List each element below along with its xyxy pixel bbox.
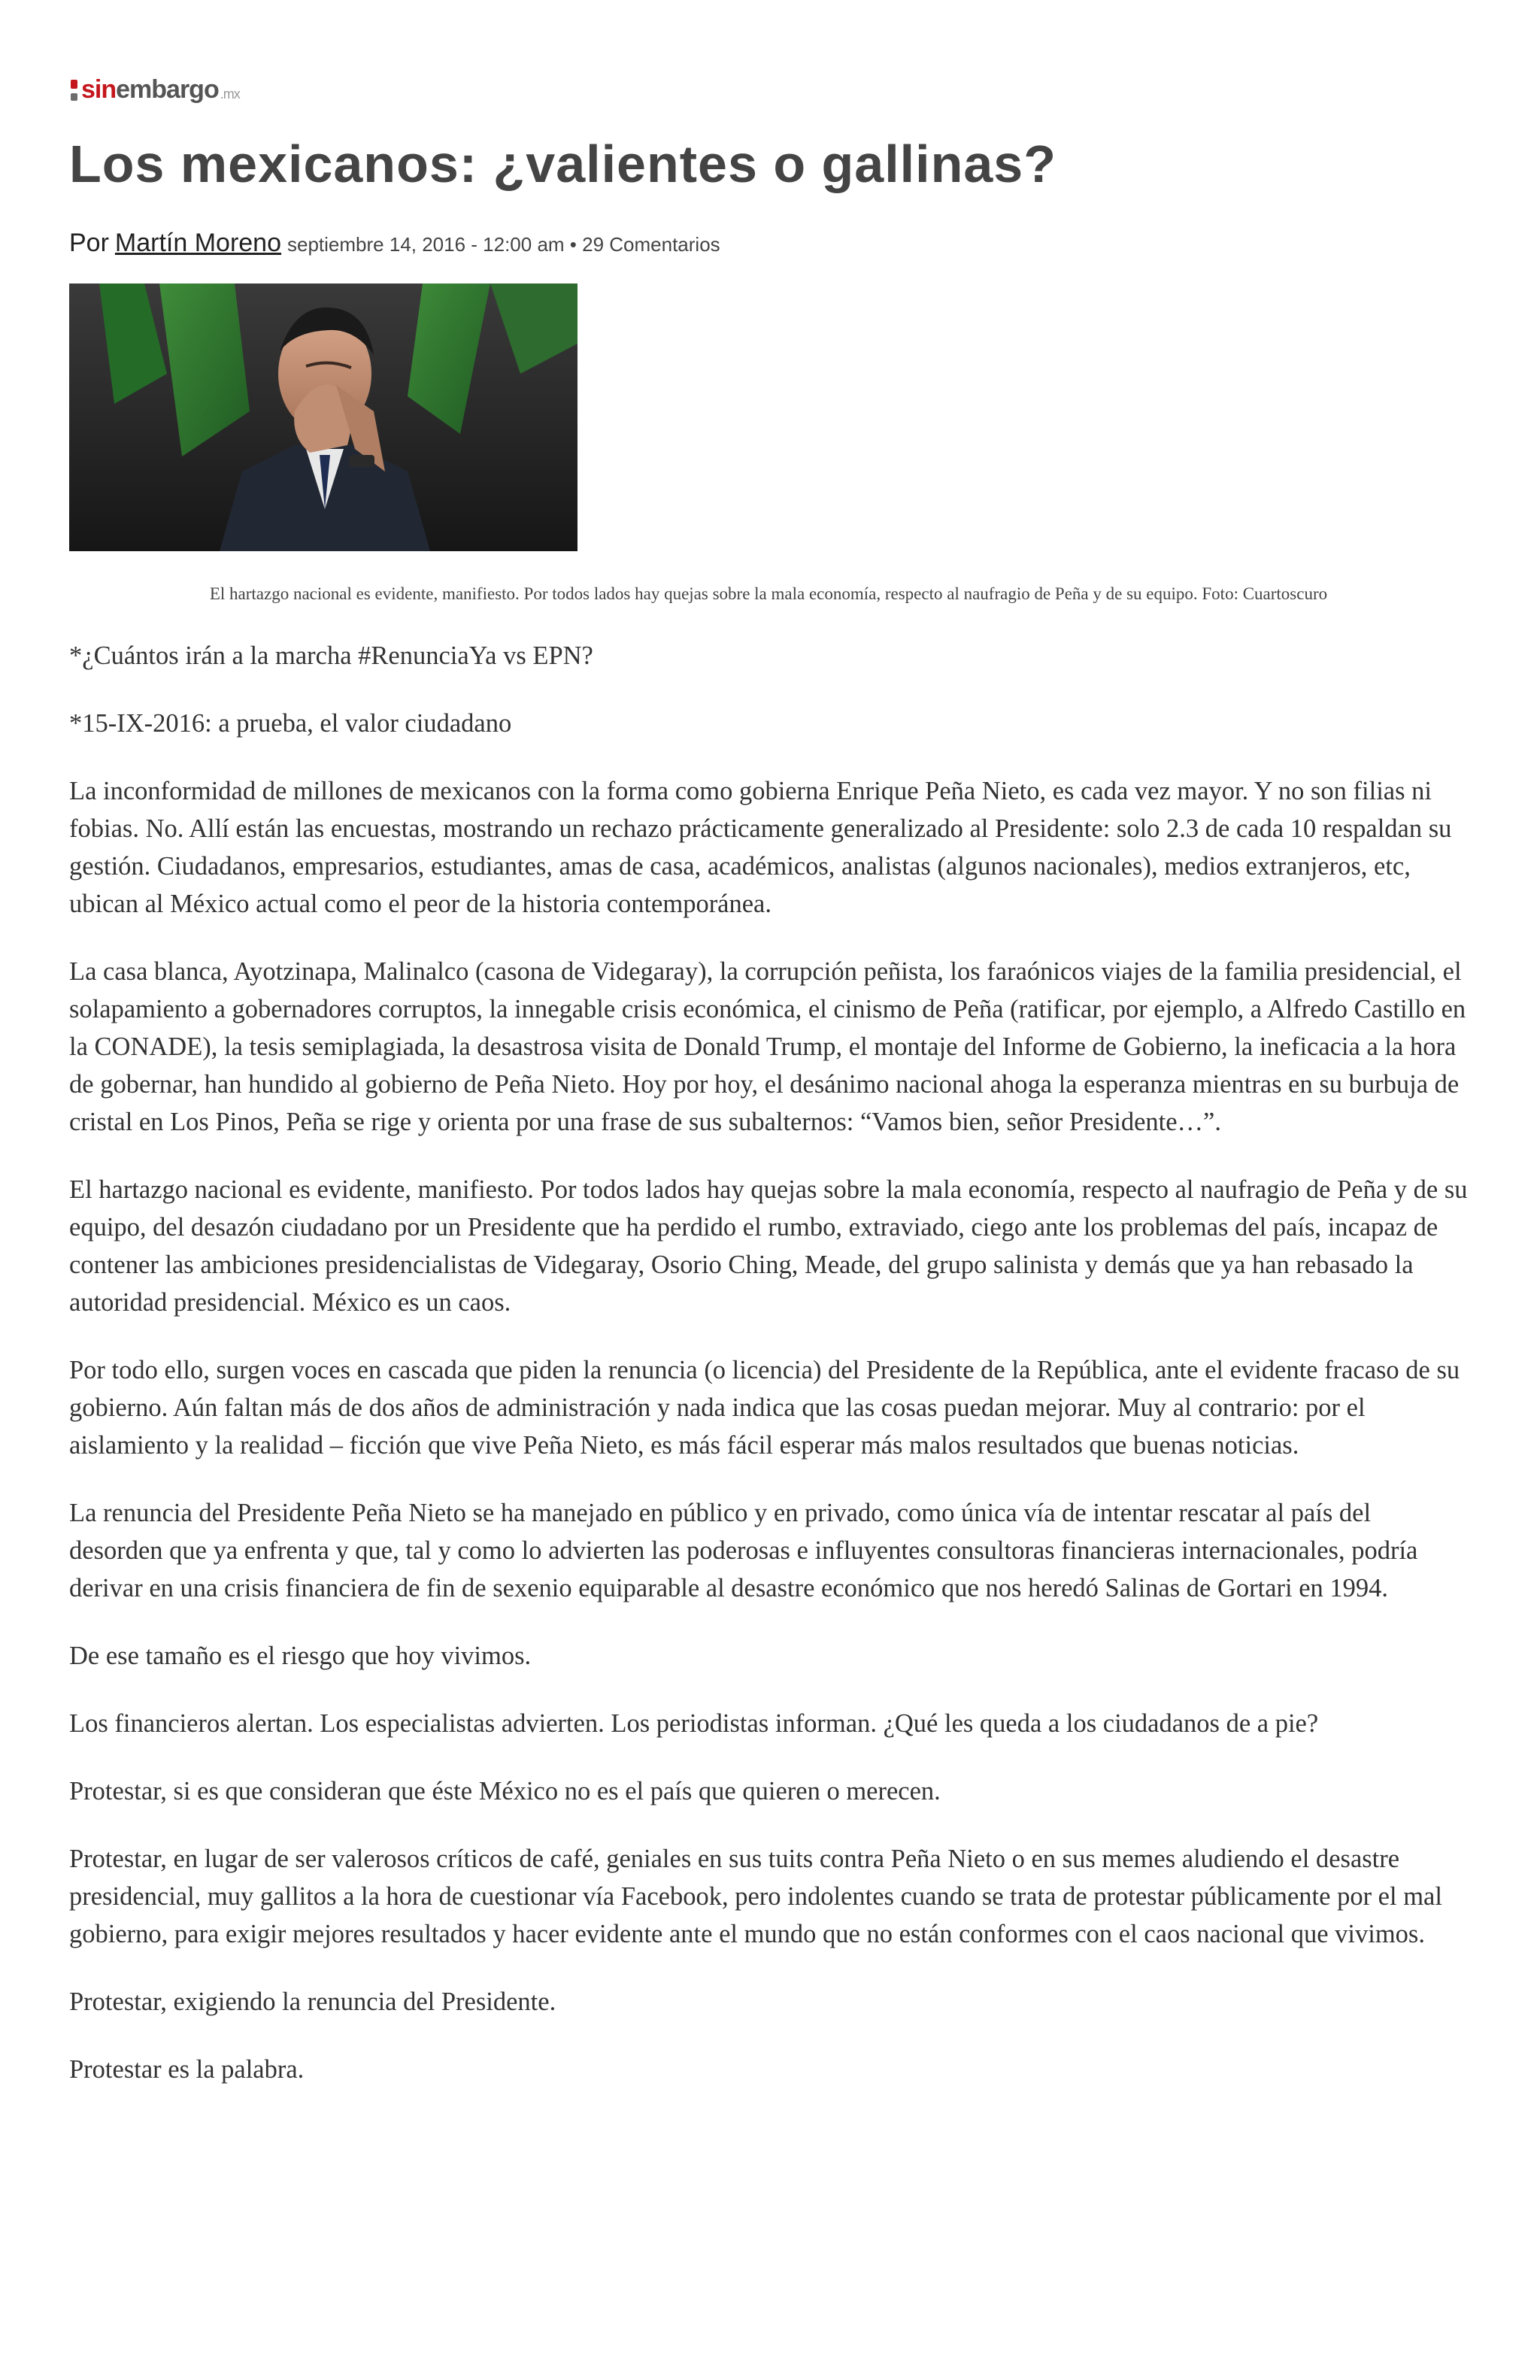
logo-text-sin: sin — [81, 75, 117, 104]
paragraph: *¿Cuántos irán a la marcha #RenunciaYa vs EPN? — [69, 641, 593, 670]
paragraph: La casa blanca, Ayotzinapa, Malinalco (casona de Videgaray), la corrupción peñista, los faraónicos viajes de la familia presidencial, el solapamiento a gobernadores corruptos, la innegable crisis económica, el cinismo de Peña (ratificar, por ejemplo, a Alfredo Castillo en la CONADE), la tesis semiplagiada, la desastrosa visita de Donald Trump, el montaje del Informe de Gobierno, la ineficacia a la hora de gobernar, han hundido al gobierno de Peña Nieto. Hoy por hoy, el desánimo nacional ahoga la esperanza mientras en su burbuja de cristal en Los Pinos, Peña se rige y orienta por una frase de sus subalternos: “Vamos bien, señor Presidente…”. — [69, 957, 1466, 1136]
logo-text-embargo: embargo — [116, 75, 219, 104]
author-link[interactable]: Martín Moreno — [114, 229, 282, 257]
logo-mark-icon — [69, 77, 80, 102]
paragraph: Los financieros alertan. Los especialistas advierten. Los periodistas informan. ¿Qué les queda a los ciudadanos de a pie? — [69, 1709, 1319, 1738]
photo-caption: El hartazgo nacional es evidente, manifiesto. Por todos lados hay quejas sobre la mala economía, respecto al naufragio de Peña y de su equipo. Foto: Cuartoscuro — [209, 584, 1328, 603]
paragraph: *15-IX-2016: a prueba, el valor ciudadano — [69, 709, 512, 738]
byline — [69, 229, 1468, 258]
article-meta: septiembre 14, 2016 - 12:00 am • 29 Comentarios — [287, 233, 720, 256]
paragraph: La renuncia del Presidente Peña Nieto se ha manejado en público y en privado, como única vía de intentar rescatar al país del desorden que ya enfrenta y que, tal y como lo advierten las poderosas e influyentes consultoras financieras internacionales, podría derivar en una crisis financiera de fin de sexenio equiparable al desastre económico que nos heredó Salinas de Gortari en 1994. — [69, 1499, 1418, 1602]
paragraph: De ese tamaño es el riesgo que hoy vivimos. — [69, 1642, 532, 1670]
paragraph: El hartazgo nacional es evidente, manifiesto. Por todos lados hay quejas sobre la mala economía, respecto al naufragio de Peña y de su equipo, del desazón ciudadano por un Presidente que ha perdido el rumbo, extraviado, ciego ante los problemas del país, incapaz de contener las ambiciones presidencialistas de Videgaray, Osorio Ching, Meade, del grupo salinista y demás que ya han rebasado la autoridad presidencial. México es un caos. — [69, 1175, 1468, 1317]
paragraph: Protestar, exigiendo la renuncia del Presidente. — [69, 1987, 556, 2016]
article-body — [69, 637, 1468, 2088]
paragraph: La inconformidad de millones de mexicanos con la forma como gobierna Enrique Peña Nieto, es cada vez mayor. Y no son filias ni fobias. No. Allí están las encuestas, mostrando un rechazo prácticamente generalizado al Presidente: solo 2.3 de cada 10 respaldan su gestión. Ciudadanos, empresarios, estudiantes, amas de casa, académicos, analistas (algunos nacionales), medios extranjeros, etc, ubican al México actual como el peor de la historia contemporánea. — [69, 777, 1452, 918]
article-page — [69, 65, 1468, 2118]
article-photo — [69, 283, 578, 551]
paragraph: Protestar es la palabra. — [69, 2055, 305, 2084]
paragraph: Protestar, en lugar de ser valerosos críticos de café, geniales en sus tuits contra Peña Nieto o en sus memes aludiendo el desastre presidencial, muy gallitos a la hora de cuestionar vía Facebook, pero indolentes cuando se trata de protestar públicamente por el mal gobierno, para exigir mejores resultados y hacer evidente ante el mundo que no están conformes con el caos nacional que vivimos. — [69, 1845, 1442, 1948]
site-logo[interactable] — [69, 65, 1468, 102]
byline-prefix: Por — [69, 229, 109, 257]
logo-text-tld: .mx — [220, 86, 240, 102]
article-title: Los mexicanos: ¿valientes o gallinas? — [69, 135, 1056, 193]
paragraph: Por todo ello, surgen voces en cascada que piden la renuncia (o licencia) del Presidente de la República, ante el evidente fracaso de su gobierno. Aún faltan más de dos años de administración y nada indica que las cosas puedan mejorar. Muy al contrario: por el aislamiento y la realidad – ficción que vive Peña Nieto, es más fácil esperar más malos resultados que buenas noticias. — [69, 1356, 1460, 1460]
paragraph: Protestar, si es que consideran que éste México no es el país que quieren o merecen. — [69, 1777, 941, 1805]
photo-icon — [69, 283, 578, 551]
